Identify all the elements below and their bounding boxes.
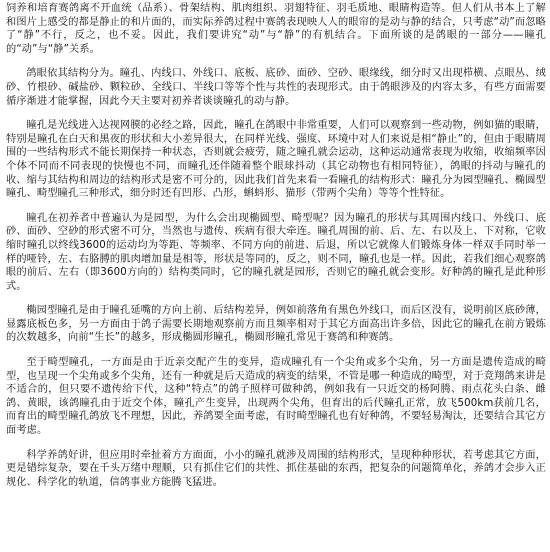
paragraph-oval-pupil: 椭园型瞳孔是由于瞳孔延嘴的方向上前、后结构差异，例如前落角有黑色外线口，而后区没有，说明前区底砂薄，显露底板色多，另一方面由于鸽子需要长期地观察前方而且频率相对于其它方面高出许多倍，因此它的瞳孔在前方锻炼的次数越多，向前“生长”的越多，形成椭圆形瞳孔，椭圆形瞳孔常见于赛鸽和种赛鸽。	[6, 305, 546, 344]
paragraph-pupil-function: 瞳孔是光线进入达视网膜的必经之路，因此，瞳孔在鸽眼中非常重要，人们可以观察到一些动物，例如猫的眼睛，特别是瞳孔在白天和黑夜的形状和大小差异很大，在同样光线、强度、环境中对人们来说是相“静止”的，但由于眼睛周围的一些结构形式不能长期保持一种状态，否则就会疲劳，随之瞳孔就会运动，这种运动通常表现为收缩，收缩频率因个体不同而不同表现的快慢也不同，而瞳孔还伴随着整个眼球抖动（其它动物也有相同特征），鸽眼的抖动与瞳孔的收、缩与其结构和周边的结构形式是密不可分的，因此我们首先来看一看瞳孔的结构形式：瞳孔分为园型瞳孔、椭圆型瞳孔、畸型瞳孔三种形式，细分时还有凹形、凸形，蝌蚪形、猫形（带两个尖角）等等个性特征。	[6, 120, 546, 200]
paragraph-conclusion: 科学养鸽好讲，但应用时牵扯着方方面面，小小的瞳孔就涉及周围的结构形式，呈现种种形状，若考虑其它方面，更是错综复杂，要在千头万绪中理顺，只有抓住它们的共性、抓住基础的东西，把复杂的问题简单化，养鸽才会步入正规化、科学化的轨道，信鸽事业方能腾飞猛进。	[6, 449, 546, 488]
paragraph-round-pupil: 瞳孔在初养者中普遍认为是园型，为什么会出现椭圆型、畸型呢？因为瞳孔的形状与其周围内线口、外线口、底砂、面砂、空砂的形式密不可分，当然也与遗传、疾病有很大牵连。瞳孔周围的前、后、左、右以及上、下对称，它收缩时瞳孔以终线3600的运动均为等距、等频率、不同方向的前进、后退，所以它就像人们锻炼身体一样双手同时举一样的哑铃，左、右胳膊的肌肉增加量是相等，形状是等同的，反之，则不同，瞳孔也是一样。因此，若我们细心观察鸽眼的前后、左右（即3600方向的）结构类同时，它的瞳孔就是园形，否则它的瞳孔就会变形。好种鸽的瞳孔是此种形式。	[6, 212, 546, 292]
paragraph-eye-structure: 鸽眼依其结构分为。瞳孔、内线口、外线口、底板、底砂、面砂、空砂、眼缘线，细分时又出现栉横、点眼丛、绒砂、竹根砂、碱盐砂、颗粒砂、全线口、半线口等等个性与共性的表现形式。由于鸽眼涉及的内容太多，有些方面需要循序渐进才能掌握，因此今天主要对初养者谈谈瞳孔的动与静。	[6, 68, 546, 107]
paragraph-intro: 饲养和培育赛鸽离不开血统（品系）、骨架结构、肌肉组织、羽翅特征、羽毛质地、眼睛构造等。但人们从书本上了解和图片上感受的都是静止的和片面的，而实际养鸽过程中赛鸽表现映人人的眼帘的是动与静的结合，只考虑“动”而忽略了“静”不行，反之，也不妥。因此，我们要讲究“动”与“静”的有机结合。下面所谈的是鸽眼的一部分——瞳孔的“动”与“静”关系。	[6, 3, 546, 55]
paragraph-abnormal-pupil: 至于畸型瞳孔，一方面是由于近亲交配产生的变异，造成瞳孔有一个尖角或多个尖角，另一方面是遗传造成的畸型，也呈现一个尖角或多个尖角，还有一种就是后天造成的病变的结果，不管是哪一种造成的畸型，对于竞翔鸽来讲是不适合的，但只要不遗传给下代，这种“特点”的鸽子照样可做种鸽，例如我有一只近交的杨阿腾、雨点花头白条、雌鸽、黄眼，该鸽瞳孔由于近交个体，瞳孔产生变异，出现两个尖角，但育出的后代瞳孔正常，放飞500km获前几名，而育出的畸型瞳孔鸽放飞不理想，因此，养鸽要全面考虑，有时畸型瞳孔也有好种鸽，不要轻易淘汰，还要结合其它方面考虑。	[6, 357, 546, 437]
